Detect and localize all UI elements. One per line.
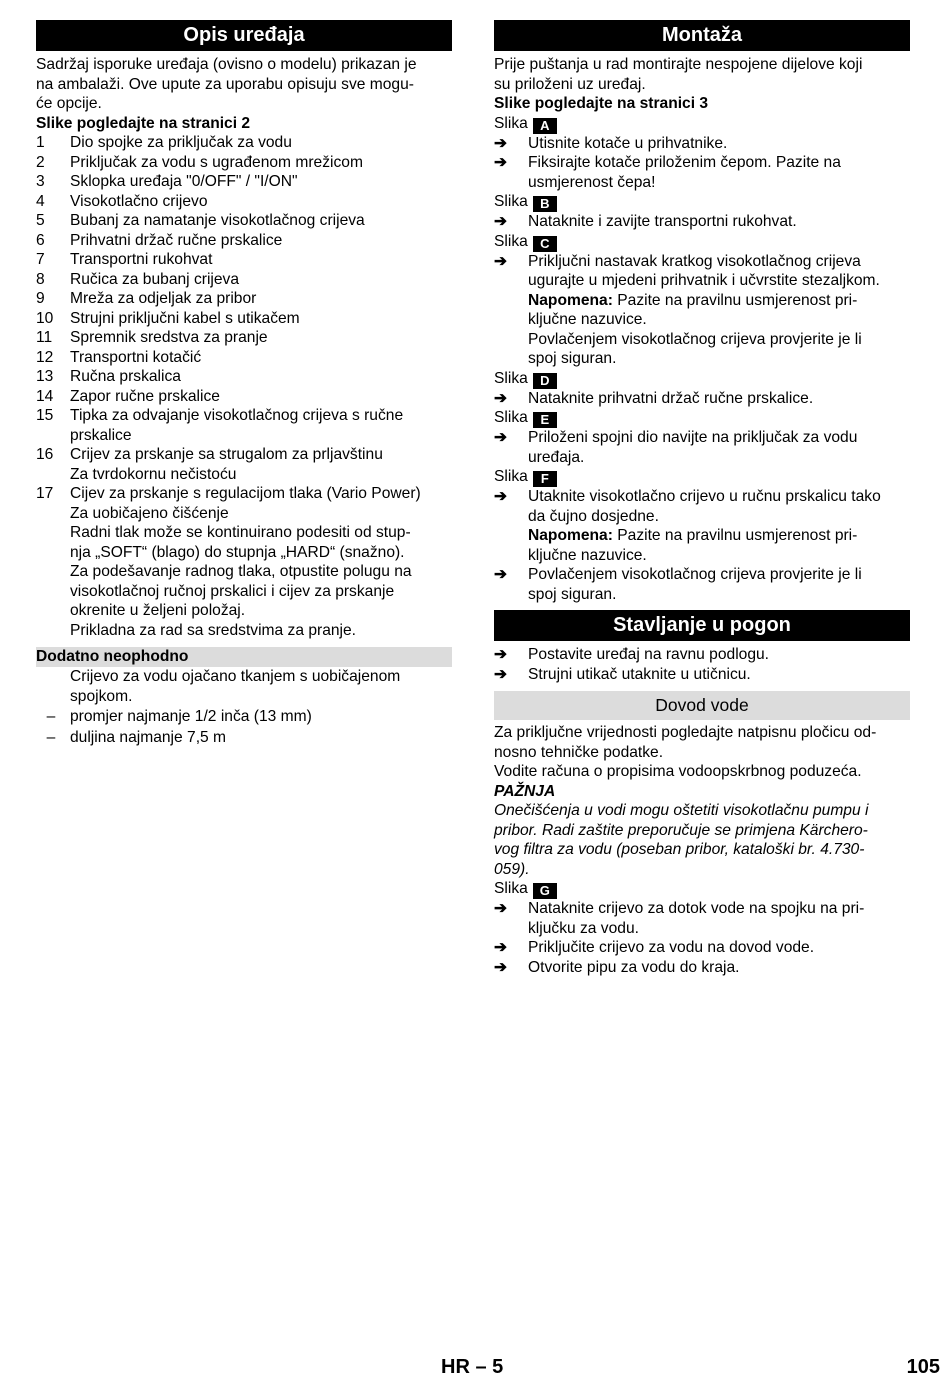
dovod-steps <box>494 899 910 977</box>
slika-label-a <box>494 114 910 134</box>
step-text <box>528 134 727 154</box>
list-item-number <box>36 465 70 485</box>
arrow-icon: ➔ <box>494 958 508 976</box>
step-line <box>494 310 910 330</box>
list-item-number: 15 <box>36 407 54 424</box>
arrow-icon: ➔ <box>494 252 508 270</box>
step-text <box>528 585 616 605</box>
note-label: Napomena: <box>528 291 613 309</box>
list-item-text: Crijev za prskanje sa strugalom za prljavštinu <box>70 446 383 463</box>
step-text-content: Nataknite prihvatni držač ručne prskalice. <box>528 389 814 407</box>
pogon-step-text: Strujni utikač utaknite u utičnicu. <box>528 665 751 683</box>
step-text-content: Fiksirajte kotače priloženim čepom. Pazite na <box>528 154 841 171</box>
list-item <box>36 250 452 270</box>
step-line <box>494 919 910 939</box>
step-line <box>494 546 910 566</box>
step-text <box>528 349 616 369</box>
indent-spacer <box>494 310 528 330</box>
list-item-text: Tipka za odvajanje visokotlačnog crijeva s ručne <box>70 407 404 424</box>
list-item-number: 17 <box>36 485 54 502</box>
list-item <box>36 270 452 290</box>
step-line <box>494 565 910 585</box>
list-item-text: Bubanj za namatanje visokotlačnog crijeva <box>70 212 365 229</box>
step-text-content: usmjerenost čepa! <box>528 173 656 191</box>
step-text-content: Nataknite crijevo za dotok vode na spojku na pri- <box>528 900 865 917</box>
step-line <box>494 389 910 409</box>
arrow-icon: ➔ <box>494 939 508 956</box>
list-item-text: Za tvrdokornu nečistoću <box>70 465 237 483</box>
dash-item <box>36 727 452 748</box>
step-text <box>528 487 881 507</box>
indent-spacer <box>494 919 528 939</box>
list-item-text: Transportni rukohvat <box>70 251 213 268</box>
warning-title: PAŽNJA <box>494 782 556 800</box>
dovod-line: Vodite računa o propisima vodoopskrbnog poduzeća. <box>494 763 862 780</box>
indent-spacer <box>494 507 528 527</box>
step-text-content: ključne nazuvice. <box>528 311 647 328</box>
figures-reference: Slike pogledajte na stranici 3 <box>494 95 709 112</box>
slika-label-b <box>494 192 910 212</box>
list-item-number: 10 <box>36 309 54 327</box>
step-line <box>494 291 910 311</box>
step-text-content: Povlačenjem visokotlačnog crijeva provjerite je li <box>528 330 862 348</box>
list-item-text: Prikladna za rad sa sredstvima za pranje. <box>70 621 357 639</box>
arrow-icon: ➔ <box>494 646 508 663</box>
step-text <box>528 173 655 193</box>
step-text <box>528 526 857 546</box>
list-item <box>36 601 452 621</box>
arrow-icon: ➔ <box>494 900 508 917</box>
indent-spacer <box>494 526 528 546</box>
list-item <box>36 172 452 192</box>
list-item-number <box>36 621 70 641</box>
figure-tag-c: C <box>533 236 557 252</box>
section-title-dodatno: Dodatno neophodno <box>36 647 452 667</box>
step-text-content: spoj siguran. <box>528 350 617 367</box>
indent-spacer <box>494 349 528 369</box>
dash-item-text: duljina najmanje 7,5 m <box>70 729 227 746</box>
list-item-text: Visokotlačno crijevo <box>70 192 208 210</box>
slika-text: Slika <box>494 114 528 132</box>
list-item-text: Za podešavanje radnog tlaka, otpustite polugu na <box>70 563 412 580</box>
list-item-number <box>36 562 70 582</box>
step-text <box>528 153 841 173</box>
footer-page-number: 105 <box>906 1356 940 1378</box>
list-item-text: Radni tlak može se kontinuirano podesiti od stup- <box>70 524 411 541</box>
warning-line: 059). <box>494 860 530 878</box>
list-item-number <box>36 543 70 563</box>
indent-spacer <box>494 173 528 193</box>
dovod-line: Za priključne vrijednosti pogledajte natpisnu pločicu od- <box>494 724 877 741</box>
section-title-dovod: Dovod vode <box>494 691 910 720</box>
list-item <box>36 621 452 641</box>
indent-spacer <box>494 330 528 350</box>
indent-spacer <box>494 585 528 605</box>
step-text-content: ugurajte u mjedeni prihvatnik i učvrstite stezaljkom. <box>528 272 880 289</box>
note-label: Napomena: <box>528 527 613 544</box>
step-text-content: Pazite na pravilnu usmjerenost pri- <box>612 527 858 544</box>
step-text-content: Utaknite visokotlačno crijevo u ručnu prskalicu tako <box>528 488 881 505</box>
step-text <box>528 310 647 330</box>
step-text-content: Priloženi spojni dio navijte na priključak za vodu <box>528 429 858 446</box>
footer-language-code: HR – 5 <box>441 1356 504 1378</box>
list-item <box>36 523 452 543</box>
arrow-icon: ➔ <box>494 389 508 407</box>
list-item-number: 3 <box>36 173 45 190</box>
list-item-number <box>36 426 70 446</box>
list-item-number <box>36 523 70 543</box>
list-item-number: 12 <box>36 348 54 366</box>
indent-spacer <box>494 271 528 291</box>
step-line <box>494 153 910 173</box>
step-text-content: ključne nazuvice. <box>528 546 647 564</box>
arrow-icon: ➔ <box>494 665 508 683</box>
step-text <box>528 448 584 468</box>
step-line <box>494 330 910 350</box>
list-item-text: Cijev za prskanje s regulacijom tlaka (Vario Power) <box>70 485 421 502</box>
right-column <box>494 20 910 977</box>
list-item <box>36 543 452 563</box>
arrow-icon: ➔ <box>494 154 508 171</box>
section-title-montaza: Montaža <box>494 20 910 51</box>
dash-bullet: – <box>46 729 56 746</box>
list-item <box>36 387 452 407</box>
list-item-text: Prihvatni držač ručne prskalice <box>70 231 283 249</box>
dash-item-text: promjer najmanje 1/2 inča (13 mm) <box>70 708 312 725</box>
step-text <box>528 330 862 350</box>
list-item <box>36 406 452 426</box>
extra-line: spojkom. <box>70 687 133 705</box>
list-item-text: Transportni kotačić <box>70 348 202 366</box>
step-text <box>528 958 740 978</box>
slika-label-g <box>494 879 910 899</box>
warning-line: pribor. Radi zaštite preporučuje se primjena Kärchero- <box>494 821 868 839</box>
extra-line: Crijevo za vodu ojačano tkanjem s uobičajenom <box>70 668 401 685</box>
list-item <box>36 426 452 446</box>
step-text-content: Povlačenjem visokotlačnog crijeva provjerite je li <box>528 566 862 583</box>
slika-text: Slika <box>494 369 528 387</box>
figure-tag-d: D <box>533 373 557 389</box>
list-item <box>36 192 452 212</box>
list-item-text: okrenite u željeni položaj. <box>70 602 246 619</box>
parts-list <box>36 133 452 640</box>
dovod-line: nosno tehničke podatke. <box>494 743 664 761</box>
arrow-icon: ➔ <box>494 134 508 152</box>
step-line <box>494 252 910 272</box>
step-text-content: ključku za vodu. <box>528 919 639 937</box>
figure-tag-f: F <box>533 471 557 487</box>
arrow-icon: ➔ <box>494 488 508 505</box>
list-item <box>36 211 452 231</box>
list-item <box>36 133 452 153</box>
figure-tag-g: G <box>533 883 557 899</box>
list-item <box>36 289 452 309</box>
step-text <box>528 546 647 566</box>
step-text <box>528 428 857 448</box>
list-item-number: 13 <box>36 368 54 385</box>
list-item-text: Sklopka uređaja "0/OFF" / "I/ON" <box>70 173 298 190</box>
step-line <box>494 526 910 546</box>
list-item-text: Za uobičajeno čišćenje <box>70 504 229 522</box>
step-text-content: spoj siguran. <box>528 585 617 603</box>
dash-bullet: – <box>46 708 56 725</box>
list-item <box>36 153 452 173</box>
list-item-number <box>36 582 70 602</box>
pogon-step <box>494 665 910 685</box>
step-text <box>528 919 639 939</box>
slika-label-f <box>494 467 910 487</box>
step-text <box>528 389 813 409</box>
slika-label-e <box>494 408 910 428</box>
step-line <box>494 899 910 919</box>
intro-line: Sadržaj isporuke uređaja (ovisno o modelu) prikazan je <box>36 56 417 73</box>
slika-text: Slika <box>494 193 528 210</box>
pogon-step-text: Postavite uređaj na ravnu podlogu. <box>528 646 770 663</box>
montaza-intro-line: su priloženi uz uređaj. <box>494 75 646 93</box>
list-item-number: 9 <box>36 290 45 307</box>
montaza-intro-line: Prije puštanja u rad montirajte nespojene dijelove koji <box>494 56 863 73</box>
list-item-number: 16 <box>36 446 54 463</box>
list-item-number <box>36 601 70 621</box>
slika-text: Slika <box>494 880 528 897</box>
step-line <box>494 349 910 369</box>
step-text <box>528 291 857 311</box>
list-item <box>36 328 452 348</box>
step-text-content: Nataknite i zavijte transportni rukohvat. <box>528 213 797 230</box>
list-item-number: 4 <box>36 192 45 210</box>
step-line <box>494 958 910 978</box>
list-item <box>36 445 452 465</box>
montaza-steps <box>494 114 910 605</box>
intro-line: će opcije. <box>36 95 102 112</box>
left-column <box>36 20 452 748</box>
list-item-number: 1 <box>36 134 45 151</box>
list-item-number: 11 <box>36 329 53 346</box>
slika-label-c <box>494 232 910 252</box>
step-line <box>494 487 910 507</box>
step-text-content: Priključni nastavak kratkog visokotlačnog crijeva <box>528 252 861 270</box>
list-item-text: prskalice <box>70 426 132 444</box>
list-item-text: Mreža za odjeljak za pribor <box>70 290 257 307</box>
step-line <box>494 173 910 193</box>
slika-text: Slika <box>494 409 528 426</box>
list-item-text: Ručica za bubanj crijeva <box>70 270 240 288</box>
warning-line: Onečišćenja u vodi mogu oštetiti visokotlačnu pumpu i <box>494 802 869 819</box>
step-text <box>528 938 814 958</box>
step-text-content: da čujno dosjedne. <box>528 507 659 525</box>
list-item <box>36 484 452 504</box>
step-line <box>494 448 910 468</box>
indent-spacer <box>494 448 528 468</box>
slika-text: Slika <box>494 232 528 250</box>
list-item-text: nja „SOFT“ (blago) do stupnja „HARD“ (snažno). <box>70 543 405 561</box>
list-item-number: 8 <box>36 270 45 288</box>
indent-spacer <box>494 291 528 311</box>
indent-spacer <box>494 546 528 566</box>
figure-tag-a: A <box>533 118 557 134</box>
slika-label-d <box>494 369 910 389</box>
step-text <box>528 507 659 527</box>
step-line <box>494 271 910 291</box>
section-title-pogon: Stavljanje u pogon <box>494 610 910 641</box>
arrow-icon: ➔ <box>494 566 508 583</box>
figure-tag-b: B <box>533 196 557 212</box>
list-item-text: Priključak za vodu s ugrađenom mrežicom <box>70 153 363 171</box>
list-item-text: Dio spojke za priključak za vodu <box>70 134 292 151</box>
list-item <box>36 309 452 329</box>
step-text-content: Otvorite pipu za vodu do kraja. <box>528 958 740 976</box>
list-item-number: 14 <box>36 387 54 405</box>
figures-reference: Slike pogledajte na stranici 2 <box>36 114 251 132</box>
step-line <box>494 134 910 154</box>
dash-item <box>36 706 452 727</box>
step-text <box>528 565 862 585</box>
list-item-number: 7 <box>36 251 45 268</box>
step-text <box>528 899 864 919</box>
intro-line: na ambalaži. Ove upute za uporabu opisuju sve mogu- <box>36 75 414 93</box>
step-text <box>528 271 880 291</box>
list-item <box>36 465 452 485</box>
list-item-text: Strujni priključni kabel s utikačem <box>70 309 300 327</box>
list-item-number: 5 <box>36 212 45 229</box>
step-text-content: Priključite crijevo za vodu na dovod vode. <box>528 939 815 956</box>
pogon-step <box>494 645 910 665</box>
list-item <box>36 582 452 602</box>
step-text-content: Utisnite kotače u prihvatnike. <box>528 134 728 152</box>
step-line <box>494 507 910 527</box>
list-item-text: visokotlačnoj ručnoj prskalici i cijev za prskanje <box>70 582 395 600</box>
list-item <box>36 231 452 251</box>
list-item-text: Spremnik sredstva za pranje <box>70 329 268 346</box>
warning-line: vog filtra za vodu (poseban pribor, kataloški br. 4.730- <box>494 841 865 858</box>
list-item-text: Ručna prskalica <box>70 368 181 385</box>
list-item-text: Zapor ručne prskalice <box>70 387 220 405</box>
list-item-number: 2 <box>36 153 45 171</box>
arrow-icon: ➔ <box>494 429 508 446</box>
step-line <box>494 428 910 448</box>
list-item <box>36 504 452 524</box>
figure-tag-e: E <box>533 412 557 428</box>
list-item <box>36 348 452 368</box>
list-item <box>36 367 452 387</box>
list-item-number: 6 <box>36 231 45 249</box>
step-line <box>494 938 910 958</box>
step-line <box>494 212 910 232</box>
list-item-number <box>36 504 70 524</box>
step-text-content: uređaja. <box>528 448 585 466</box>
arrow-icon: ➔ <box>494 213 508 230</box>
section-title-opis: Opis uređaja <box>36 20 452 51</box>
list-item <box>36 562 452 582</box>
step-text <box>528 252 861 272</box>
step-line <box>494 585 910 605</box>
step-text-content: Pazite na pravilnu usmjerenost pri- <box>612 291 858 309</box>
step-text <box>528 212 797 232</box>
slika-text: Slika <box>494 468 528 485</box>
